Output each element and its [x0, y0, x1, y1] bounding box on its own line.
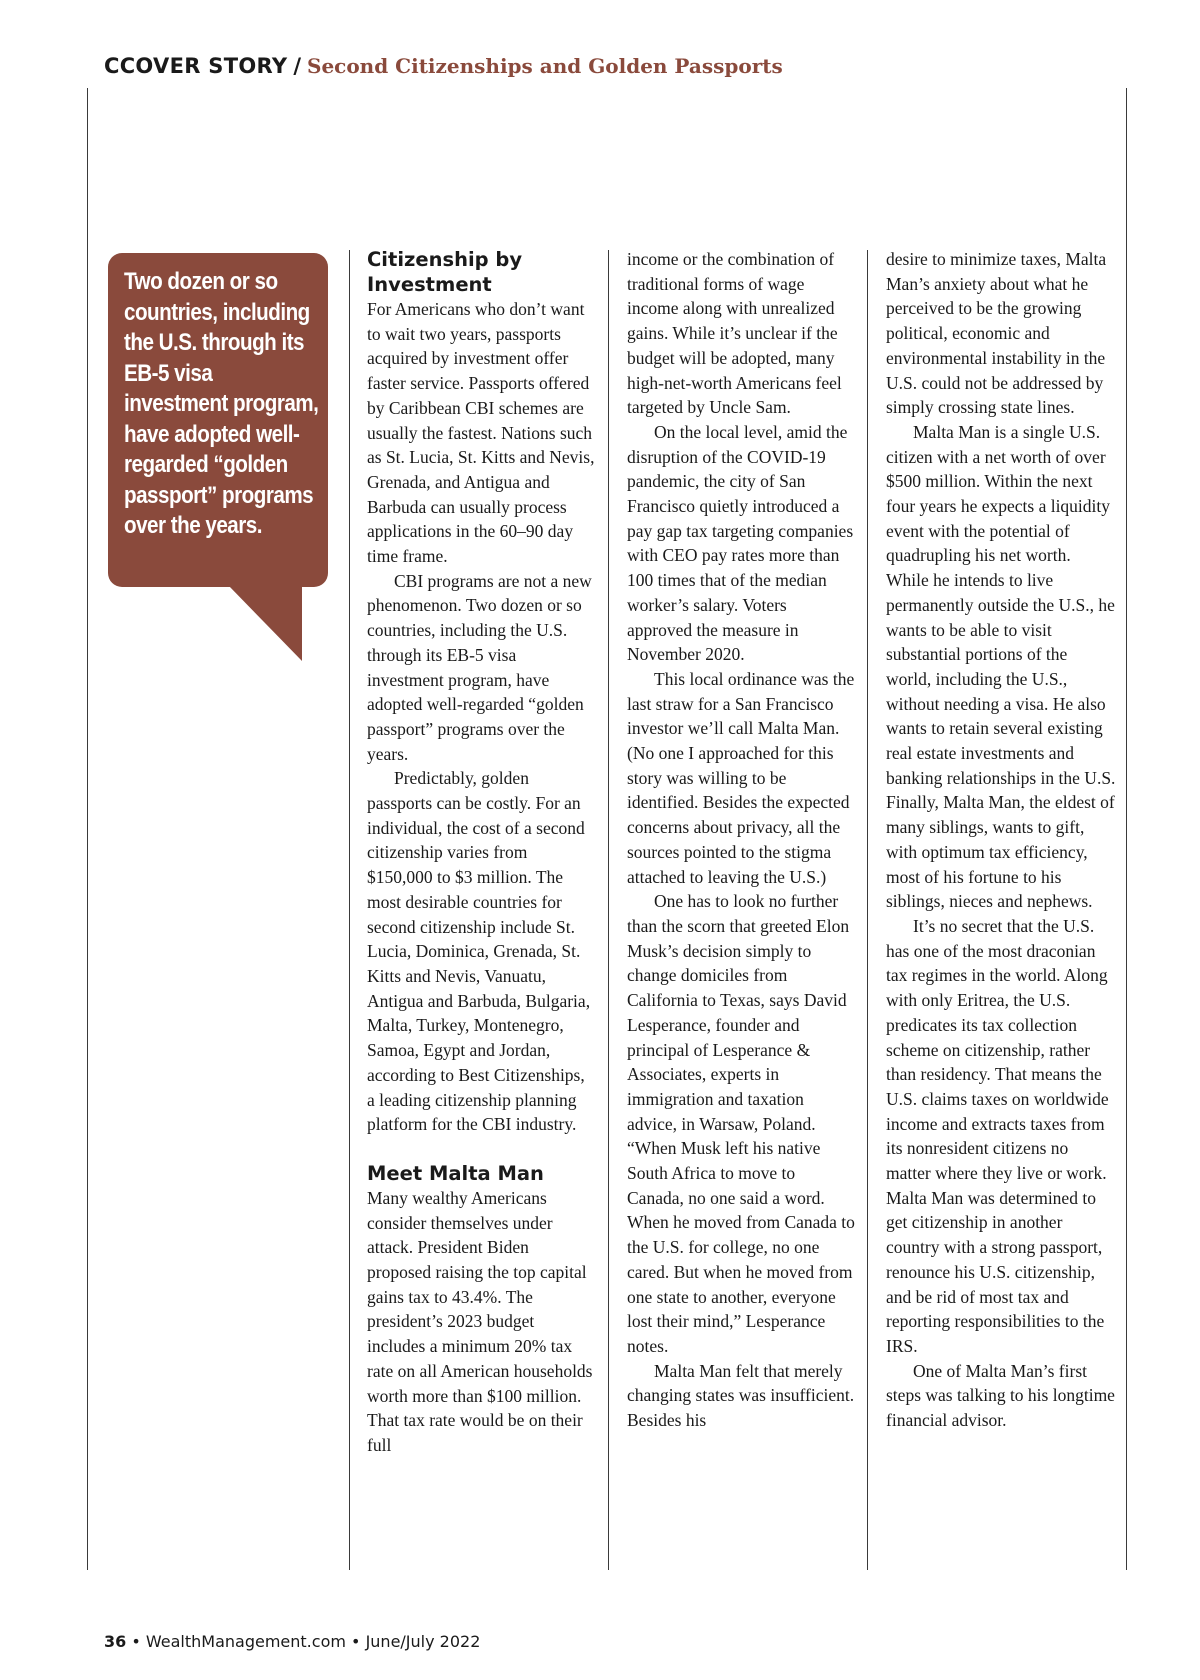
body-paragraph: desire to minimize taxes, Malta Man’s anxiety about what he perceived to be the growing political, economic and environmental instability in the U.S. could not be addressed by simply crossing state lines.: [886, 249, 1107, 418]
right-border-rule: [1126, 88, 1127, 1570]
footer-separator: •: [131, 1632, 141, 1651]
column-divider: [867, 250, 868, 1570]
body-paragraph: Malta Man felt that merely changing states was insufficient. Besides his: [627, 1360, 855, 1431]
page-number: 36: [104, 1632, 127, 1651]
issue-date: June/July 2022: [365, 1632, 481, 1651]
body-paragraph: CBI programs are not a new phenomenon. Two dozen or so countries, including the U.S. through its EB-5 visa investment program, have adopted well-regarded “golden passport” programs over the years.: [367, 570, 592, 764]
pull-quote-box: [108, 253, 328, 587]
story-title: Second Citizenships and Golden Passports: [307, 54, 783, 78]
body-paragraph: On the local level, amid the disruption of the COVID-19 pandemic, the city of San Francisco quietly introduced a pay gap tax targeting companies with CEO pay rates more than 100 times that of the median worker’s salary. Voters approved the measure in November 2020.: [627, 421, 854, 665]
body-paragraph: This local ordinance was the last straw for a San Francisco investor we’ll call Malta Man. (No one I approached for this story was willing to be identified. Besides the expected concerns about privacy, all the sources pointed to the stigma attached to leaving the U.S.): [627, 668, 855, 887]
left-border-rule: [87, 88, 88, 1570]
body-paragraph: Many wealthy Americans consider themselves under attack. President Biden proposed raising the top capital gains tax to 43.4%. The president’s 2023 budget includes a minimum 20% tax rate on all American households worth more than $100 million. That tax rate would be on their full: [367, 1187, 593, 1455]
body-paragraph: income or the combination of traditional forms of wage income along with unrealized gains. While it’s unclear if the budget will be adopted, many high-net-worth Americans feel targeted by Uncle Sam.: [627, 249, 842, 418]
running-header: [104, 54, 783, 78]
body-paragraph: For Americans who don’t want to wait two years, passports acquired by investment offer faster service. Passports offered by Caribbean CBI schemes are usually the fastest. Nations such as St. Lucia, St. Kitts and Nevis, Grenada, and Antigua and Barbuda can usually process applications in the 60–90 day time frame.: [367, 299, 595, 567]
body-paragraph: It’s no secret that the U.S. has one of the most draconian tax regimes in the world. Along with only Eritrea, the U.S. predicates its tax collection scheme on citizenship, rather than residency. That means the U.S. claims taxes on worldwide income and extracts taxes from its nonresident citizens no matter where they live or work. Malta Man was determined to get citizenship in another country with a strong passport, renounce his U.S. citizenship, and be rid of most tax and reporting responsibilities to the IRS.: [886, 915, 1109, 1356]
section-label: CCOVER STORY: [104, 54, 288, 78]
article-column-3: [886, 247, 1116, 1433]
speech-bubble-tail: [228, 585, 302, 661]
section-heading: Meet Malta Man: [367, 1161, 544, 1185]
pull-quote-text: Two dozen or so countries, including the U.S. through its EB-5 visa investment program, have adopted well-regarded “golden passport” programs over the years.: [124, 268, 319, 539]
column-divider: [608, 250, 609, 1570]
page-footer: [104, 1632, 480, 1651]
header-separator: /: [293, 54, 301, 78]
body-paragraph: Malta Man is a single U.S. citizen with a net worth of over $500 million. Within the next four years he expects a liquidity event with the potential of quadrupling his net worth. While he intends to live permanently outside the U.S., he wants to be able to visit substantial portions of the world, including the U.S., without needing a visa. He also wants to retain several existing real estate investments and banking relationships in the U.S. Finally, Malta Man, the eldest of many siblings, wants to gift, with optimum tax efficiency, most of his fortune to his siblings, nieces and nephews.: [886, 421, 1116, 912]
body-paragraph: Predictably, golden passports can be costly. For an individual, the cost of a second citizenship varies from $150,000 to $3 million. The most desirable countries for second citizenship include St. Lucia, Dominica, Grenada, St. Kitts and Nevis, Vanuatu, Antigua and Barbuda, Bulgaria, Malta, Turkey, Montenegro, Samoa, Egypt and Jordan, according to Best Citizenships, a leading citizenship planning platform for the CBI industry.: [367, 768, 591, 1135]
body-paragraph: One of Malta Man’s first steps was talking to his longtime financial advisor.: [886, 1360, 1115, 1431]
body-paragraph: One has to look no further than the scorn that greeted Elon Musk’s decision simply to change domiciles from California to Texas, says David Lesperance, founder and principal of Lesperance & Associates, experts in immigration and taxation advice, in Warsaw, Poland. “When Musk left his native South Africa to move to Canada, no one said a word. When he moved from Canada to the U.S. for college, no one cared. But when he moved from one state to another, everyone lost their mind,” Lesperance notes.: [627, 891, 855, 1356]
article-column-2: [627, 247, 855, 1433]
publication-site: WealthManagement.com: [145, 1632, 346, 1651]
article-column-1: [367, 247, 595, 1458]
footer-separator: •: [351, 1632, 361, 1651]
column-divider: [349, 250, 350, 1570]
section-heading: Citizenship by Investment: [367, 248, 523, 296]
